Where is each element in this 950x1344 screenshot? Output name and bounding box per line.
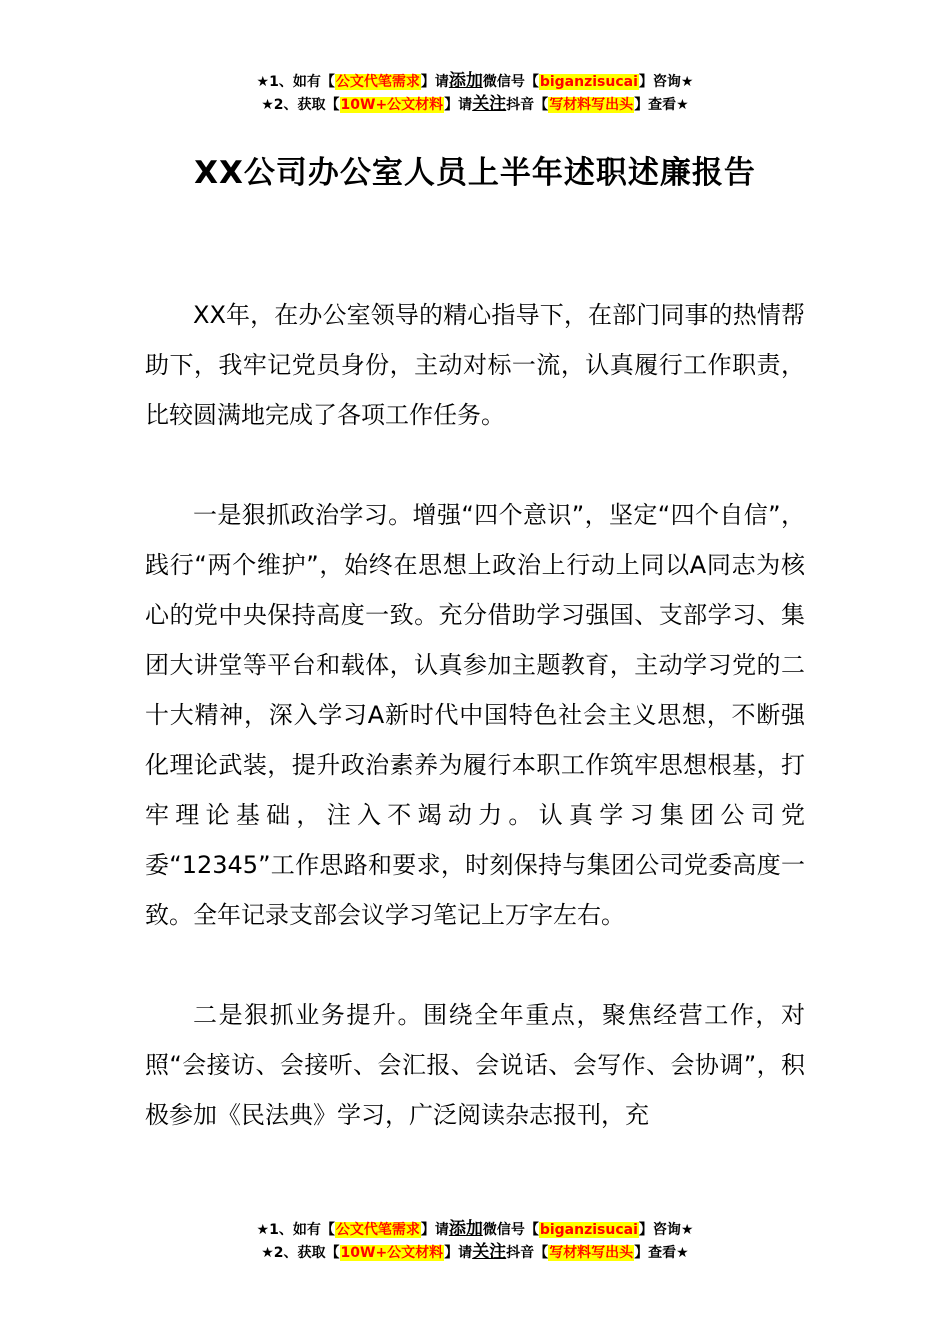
promo-footer — [0, 1218, 950, 1264]
promo-emphasis: 关注 — [472, 1242, 507, 1262]
promo-highlight: 公文代笔需求 — [335, 1222, 420, 1238]
promo-text: ★2、获取【 — [261, 1245, 340, 1261]
paragraph-business-improvement: 二是狠抓业务提升。围绕全年重点，聚焦经营工作，对照“会接访、会接听、会汇报、会说话、会写作、会协调”，积极参加《民法典》学习，广泛阅读杂志报刊，充 — [145, 1001, 805, 1129]
promo-text: 】咨询★ — [638, 1222, 694, 1238]
promo-emphasis: 添加 — [448, 1219, 483, 1239]
promo-text: 】请 — [420, 1222, 449, 1238]
promo-text: 】请 — [444, 97, 473, 113]
promo-text: 】咨询★ — [638, 74, 694, 90]
promo-text: 】查看★ — [634, 97, 689, 113]
promo-text: 微信号【 — [482, 1222, 539, 1238]
promo-emphasis: 关注 — [472, 94, 507, 114]
promo-header — [0, 70, 950, 116]
promo-text: ★1、如有【 — [256, 74, 335, 90]
promo-line-2 — [0, 1241, 950, 1264]
promo-emphasis: 添加 — [448, 71, 483, 91]
promo-text: 】请 — [444, 1245, 473, 1261]
promo-text: 】查看★ — [634, 1245, 689, 1261]
document-body — [145, 290, 805, 1140]
document-title: XX公司办公室人员上半年述职述廉报告 — [194, 155, 756, 191]
promo-line-1 — [0, 1218, 950, 1241]
promo-text: ★2、获取【 — [261, 97, 340, 113]
paragraph-intro: XX年，在办公室领导的精心指导下，在部门同事的热情帮助下，我牢记党员身份，主动对标一流，认真履行工作职责，比较圆满地完成了各项工作任务。 — [145, 301, 805, 429]
promo-wechat-id: biganzisucai — [539, 1222, 638, 1238]
promo-text: 微信号【 — [482, 74, 539, 90]
promo-text: 抖音【 — [506, 97, 549, 113]
promo-highlight: 10W+公文材料 — [340, 97, 444, 113]
paragraph-political-study: 一是狠抓政治学习。增强“四个意识”，坚定“四个自信”，践行“两个维护”，始终在思想上政治上行动上同以A同志为核心的党中央保持高度一致。充分借助学习强国、支部学习、集团大讲堂等平台和载体，认真参加主题教育，主动学习党的二十大精神，深入学习A新时代中国特色社会主义思想，不断强化理论武装，提升政治素养为履行本职工作筑牢思想根基，打牢理论基础，注入不竭动力。认真学习集团公司党委“12345”工作思路和要求，时刻保持与集团公司党委高度一致。全年记录支部会议学习笔记上万字左右。 — [145, 501, 805, 929]
promo-line-1 — [0, 70, 950, 93]
promo-douyin-id: 写材料写出头 — [549, 97, 634, 113]
promo-highlight: 10W+公文材料 — [340, 1245, 444, 1261]
promo-douyin-id: 写材料写出头 — [549, 1245, 634, 1261]
promo-text: 】请 — [420, 74, 449, 90]
promo-highlight: 公文代笔需求 — [335, 74, 420, 90]
promo-line-2 — [0, 93, 950, 116]
promo-wechat-id: biganzisucai — [539, 74, 638, 90]
promo-text: 抖音【 — [506, 1245, 549, 1261]
promo-text: ★1、如有【 — [256, 1222, 335, 1238]
